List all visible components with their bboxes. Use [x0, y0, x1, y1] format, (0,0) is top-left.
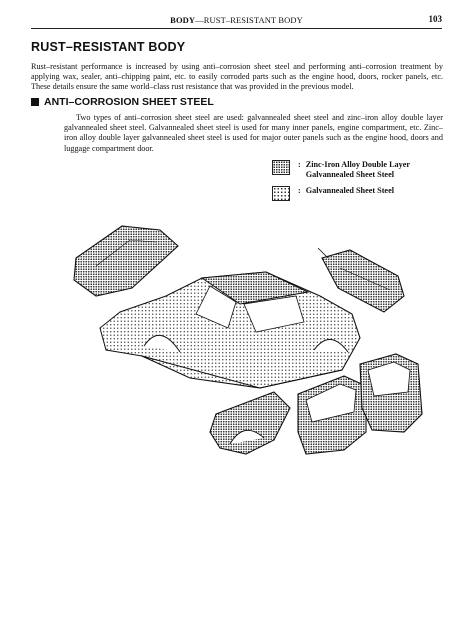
- legend: [272, 160, 447, 207]
- header-section: BODY: [170, 15, 196, 25]
- body-shell: [100, 272, 360, 388]
- engine-hood: [74, 226, 178, 296]
- header-title: [31, 15, 442, 25]
- sparse-dot-swatch-icon: [272, 186, 290, 201]
- section-marker-icon: [31, 98, 39, 106]
- legend-label: Zinc-Iron Alloy Double Layer: [305, 160, 410, 169]
- front-fender: [210, 392, 290, 454]
- section-heading: [31, 96, 214, 108]
- page-number: 103: [428, 14, 442, 24]
- dense-dot-swatch-icon: [272, 160, 290, 175]
- exploded-car-body-illustration: [60, 218, 440, 480]
- section-body-paragraph: Two types of anti–corrosion sheet steel are used: galvannealed sheet steel and zinc–iron alloy double layer galvannealed sheet steel. Galvannealed sheet steel is used for many inner panels, engine compartment, etc. Zinc–iron alloy double layer galvannealed sheet steel is used for major outer panels such as the engine hood, doors and luggage compartment door.: [64, 113, 443, 153]
- front-door: [298, 376, 366, 454]
- legend-item-zinc-iron: : Zinc-Iron Alloy Double Layer Galvannealed Sheet Steel: [272, 160, 447, 180]
- page-title: RUST–RESISTANT BODY: [31, 40, 186, 54]
- legend-item-galvannealed: : Galvannealed Sheet Steel: [272, 186, 447, 201]
- header-subsection: —RUST–RESISTANT BODY: [195, 15, 303, 25]
- legend-label: Galvannealed Sheet Steel: [305, 170, 394, 179]
- intro-paragraph: Rust–resistant performance is increased by using anti–corrosion sheet steel and performing anti–corrosion treatment by applying wax, sealer, anti–chipping paint, etc. to easily corroded parts such as the engine hood, doors, rocker panels, etc. These details ensure the same world–class rust resistance that was provided in the previous model.: [31, 62, 443, 92]
- section-heading-text: ANTI–CORROSION SHEET STEEL: [44, 96, 214, 108]
- running-header: [31, 12, 442, 29]
- rear-door: [360, 354, 422, 432]
- legend-label: Galvannealed Sheet Steel: [305, 186, 394, 195]
